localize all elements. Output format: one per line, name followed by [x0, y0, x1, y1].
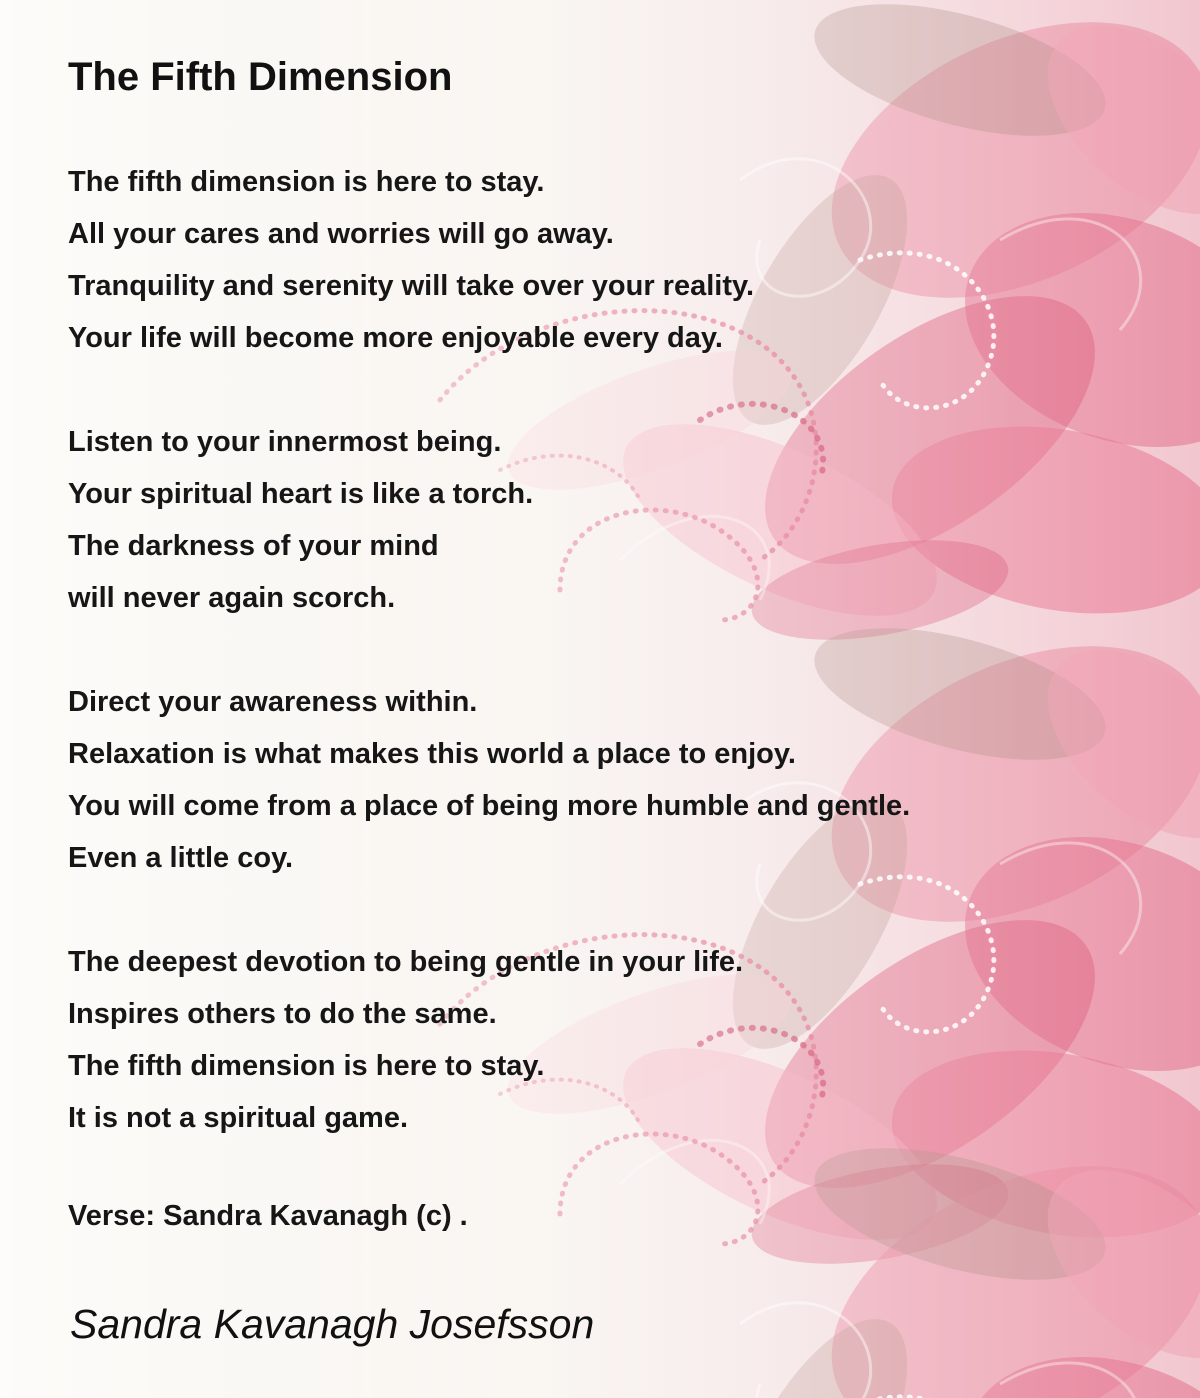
poem-line: Inspires others to do the same. [68, 998, 497, 1030]
poem-line: The fifth dimension is here to stay. [68, 1050, 545, 1082]
poem-line: Relaxation is what makes this world a place to enjoy. [68, 738, 796, 770]
poem-line: You will come from a place of being more humble and gentle. [68, 790, 911, 822]
poem-line: Your life will become more enjoyable every day. [68, 322, 723, 354]
stanza-2 [68, 416, 910, 624]
stanza-3 [68, 676, 910, 884]
poem-title: The Fifth Dimension [68, 55, 453, 99]
verse-credit: Verse: Sandra Kavanagh (c) . [68, 1200, 468, 1232]
poem-line: The fifth dimension is here to stay. [68, 166, 545, 198]
poem-line: It is not a spiritual game. [68, 1102, 409, 1134]
poem-line: All your cares and worries will go away. [68, 218, 614, 250]
stanza-4 [68, 936, 910, 1144]
poem-line: The darkness of your mind [68, 530, 439, 562]
poem-line: Tranquility and serenity will take over your reality. [68, 270, 755, 302]
author-name: Sandra Kavanagh Josefsson [70, 1301, 595, 1347]
poem-line: Listen to your innermost being. [68, 426, 502, 458]
poem-line: Direct your awareness within. [68, 686, 478, 718]
poem-line: Even a little coy. [68, 842, 294, 874]
poem-line: Your spiritual heart is like a torch. [68, 478, 534, 510]
poem-line: will never again scorch. [68, 582, 396, 614]
poem-body [68, 156, 910, 1196]
poem-line: The deepest devotion to being gentle in your life. [68, 946, 744, 978]
stanza-1 [68, 156, 910, 364]
